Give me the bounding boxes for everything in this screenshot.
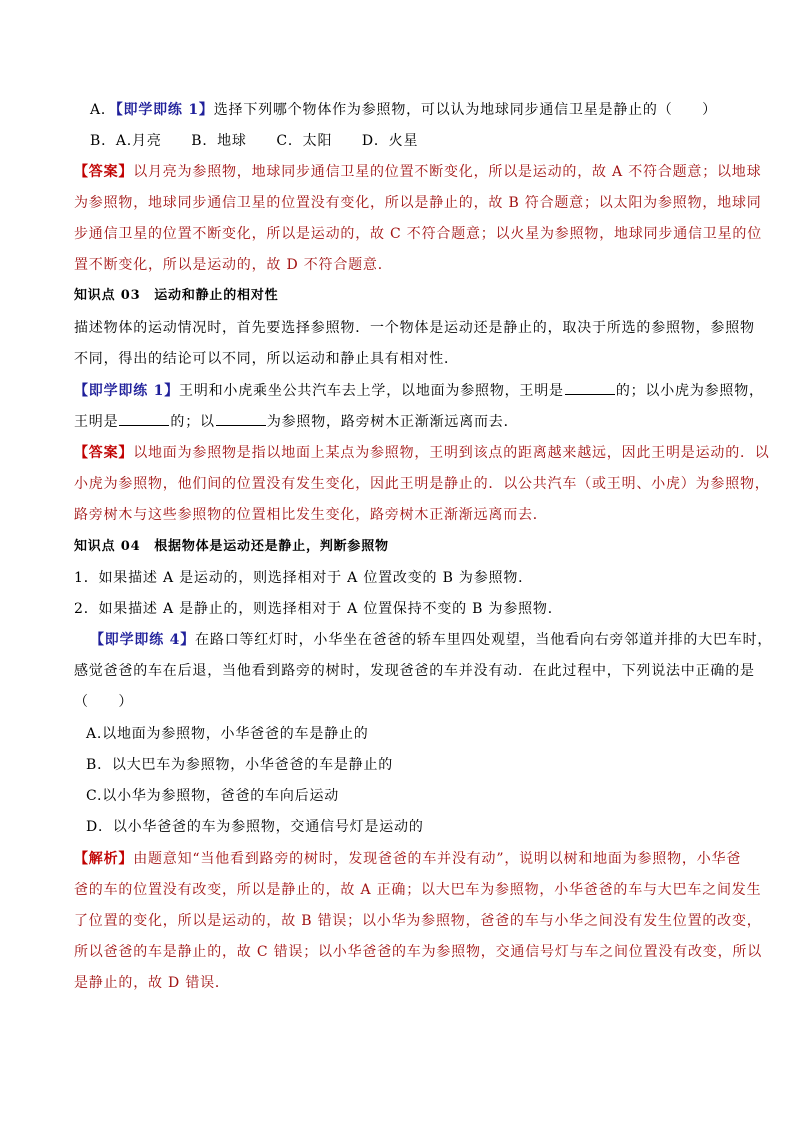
question-3-option-d: D．以小华爸爸的车为参照物，交通信号灯是运动的	[86, 819, 424, 835]
question-1	[90, 100, 717, 120]
question-1-tag: 【即学即练 1】	[115, 102, 214, 118]
answer-blank-3[interactable]	[216, 411, 266, 426]
question-1-options: B．A.月亮 B．地球 C．太阳 D．火星	[90, 133, 419, 149]
answer-2-line-2: 小虎为参照物，他们间的位置没有发生变化，因此王明是静止的．以公共汽车（或王明、小虎）为参照物，	[74, 476, 770, 492]
knowledge-point-03-title: 知识点 03 运动和静止的相对性	[74, 288, 279, 303]
answer-1-tag: 【答案】	[74, 164, 134, 180]
answer-2-line-3: 路旁树木与这些参照物的位置相比发生变化，路旁树木正渐渐远离而去．	[74, 507, 548, 523]
question-3-option-c: C.以小华为参照物，爸爸的车向后运动	[86, 788, 340, 804]
analysis-3-tag: 【解析】	[74, 851, 134, 867]
question-3-tag: 【即学即练 4】	[90, 632, 196, 648]
question-3-text-1: 在路口等红灯时，小华坐在爸爸的轿车里四处观望，当他看向右旁邻道并排的大巴车时，	[195, 632, 773, 648]
question-2-text-b: 的；以小虎为参照物，	[615, 383, 764, 399]
knowledge-point-04-line-2: 2．如果描述 A 是静止的，则选择相对于 A 位置保持不变的 B 为参照物．	[74, 601, 563, 617]
analysis-3-line-1	[74, 849, 741, 869]
answer-1-line-4: 置不断变化，所以是运动的，故 D 不符合题意．	[74, 257, 393, 273]
question-1-text: 选择下列哪个物体作为参照物，可以认为地球同步通信卫星是静止的（ ）	[213, 102, 717, 118]
knowledge-point-03-line-2: 不同，得出的结论可以不同，所以运动和静止具有相对性．	[74, 351, 459, 367]
answer-1-text-1: 以月亮为参照物，地球同步通信卫星的位置不断变化，所以是运动的，故 A 不符合题意；以地球	[133, 164, 762, 180]
question-3-option-b: B．以大巴车为参照物，小华爸爸的车是静止的	[86, 757, 394, 773]
answer-blank-1[interactable]	[565, 380, 615, 395]
answer-1-line-3: 步通信卫星的位置不断变化，所以是运动的，故 C 不符合题意；以火星为参照物，地球同步通信卫星的位	[74, 226, 763, 242]
question-3-line-3: （ ）	[74, 694, 134, 710]
analysis-3-line-2: 爸的车的位置没有改变，所以是静止的，故 A 正确；以大巴车为参照物，小华爸爸的车与大巴车之间发生	[74, 882, 762, 898]
question-2-line-2	[74, 411, 518, 432]
question-2-text-e: 为参照物，路旁树木正渐渐远离而去．	[266, 414, 519, 430]
answer-blank-2[interactable]	[119, 411, 169, 426]
question-3-option-a: A.以地面为参照物，小华爸爸的车是静止的	[86, 726, 369, 742]
question-2-text-a: 王明和小虎乘坐公共汽车去上学，以地面为参照物，王明是	[179, 383, 564, 399]
question-2-line-1	[74, 380, 764, 401]
answer-1-line-1	[74, 162, 761, 182]
knowledge-point-04-line-1: 1．如果描述 A 是运动的，则选择相对于 A 位置改变的 B 为参照物．	[74, 570, 533, 586]
question-3-line-1	[90, 630, 772, 650]
knowledge-point-03-line-1: 描述物体的运动情况时，首先要选择参照物．一个物体是运动还是静止的，取决于所选的参照物，参照物	[74, 320, 755, 336]
answer-2-text-1: 以地面为参照物是指以地面上某点为参照物，王明到该点的距离越来越远，因此王明是运动的．以	[133, 445, 770, 461]
analysis-3-line-3: 了位置的变化，所以是运动的，故 B 错误；以小华为参照物，爸爸的车与小华之间没有发生位置的改变，	[74, 913, 762, 929]
analysis-3-line-5: 是静止的，故 D 错误．	[74, 975, 230, 991]
question-1-prefix: A．	[90, 102, 116, 118]
knowledge-point-04-title: 知识点 04 根据物体是运动还是静止，判断参照物	[74, 539, 389, 554]
question-2-text-c: 王明是	[74, 414, 119, 430]
answer-2-tag: 【答案】	[74, 445, 134, 461]
question-3-line-2: 感觉爸爸的车在后退，当他看到路旁的树时，发现爸爸的车并没有动．在此过程中，下列说法中正确的是	[74, 663, 755, 679]
answer-2-line-1	[74, 443, 770, 463]
question-2-text-d: 的；以	[170, 414, 215, 430]
analysis-3-text-1: 由题意知“当他看到路旁的树时，发现爸爸的车并没有动”，说明以树和地面为参照物，小华爸	[133, 851, 742, 867]
question-2-tag: 【即学即练 1】	[74, 383, 180, 399]
answer-1-line-2: 为参照物，地球同步通信卫星的位置没有变化，所以是静止的，故 B 符合题意；以太阳为参照物，地球同	[74, 195, 762, 211]
analysis-3-line-4: 所以爸爸的车是静止的，故 C 错误；以小华爸爸的车为参照物，交通信号灯与车之间位置没有改变，所以	[74, 944, 763, 960]
